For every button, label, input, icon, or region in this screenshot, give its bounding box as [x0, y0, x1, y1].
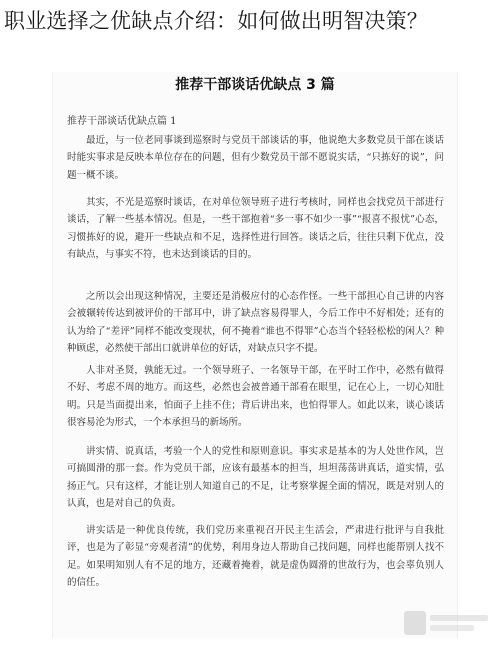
paragraph-6: 讲实话是一种优良传统，我们党历来重视召开民主生活会，严肃进行批评与自我批评，也是为了彰显“旁观者清”的优势，利用身边人帮助自己找问题，同样也能帮别人找不足。如果明知别人有不足的地方，还藏着掩着，就是虚伪圆滑的世故行为，也会辜负别人的信任。 — [67, 525, 444, 588]
watermark-logo-icon — [402, 605, 492, 641]
document-image — [52, 72, 458, 638]
paragraph-1: 最近，与一位老同事谈到巡察时与党员干部谈话的事，他说绝大多数党员干部在谈话时能实事求是反映本单位存在的问题，但有少数党员干部不愿说实话，“只拣好的说”，问题一概不谈。 — [67, 135, 444, 181]
paragraph-5: 讲实情、说真话，考验一个人的党性和原则意识。事实求是基本的为人处世作风，岂可搞圆滑的那一套。作为党员干部，应该有最基本的担当，坦坦荡荡讲真话，道实情，弘扬正气。只有这样，才能让别人知道自己的不足，让考察掌握全面的情况，既是对别人的认真，也是对自己的负责。 — [67, 446, 444, 509]
document-subtitle: 推荐干部谈话优缺点篇 1 — [67, 116, 177, 127]
page-title: 职业选择之优缺点介绍：如何做出明智决策？ — [4, 9, 428, 33]
paragraph-4: 人非对圣贤，孰能无过。一个领导班子、一名领导干部，在平时工作中，必然有做得不好、考虑不周的地方。而这些，必然也会被普通干部看在眼里，记在心上，一切心知肚明。只是当面提出来，怕面子上挂不住；背后讲出来，也怕得罪人。如此以来，谈心谈话很容易沦为形式，一个本承担马的新场所。 — [67, 365, 444, 428]
paragraph-2: 其实，不光是巡察时谈话，在对单位领导班子进行考核时，同样也会找党员干部进行谈话，了解一些基本情况。但是，一些干部抱着“多一事不如少一事”“报喜不报忧”心态，习惯拣好的说，避开一些缺点和不足，选择性进行回答。谈话之后，往往只剩下优点，没有缺点，与事实不符，也未达到谈话的目的。 — [67, 197, 444, 260]
paragraph-3: 之所以会出现这种情况，主要还是消极应付的心态作怪。一些干部担心自己讲的内容会被辗转传达到被评价的干部耳中，讲了缺点容易得罪人，今后工作中不好相处；还有的认为给了“差评”同样不能改变现状，何不掩着“谁也不得罪”心态当个轻轻松松的闲人？种种顾虑，必然使干部出口就讲单位的好话，对缺点只字不提。 — [67, 291, 444, 354]
document-heading: 推荐干部谈话优缺点 3 篇 — [175, 77, 335, 93]
